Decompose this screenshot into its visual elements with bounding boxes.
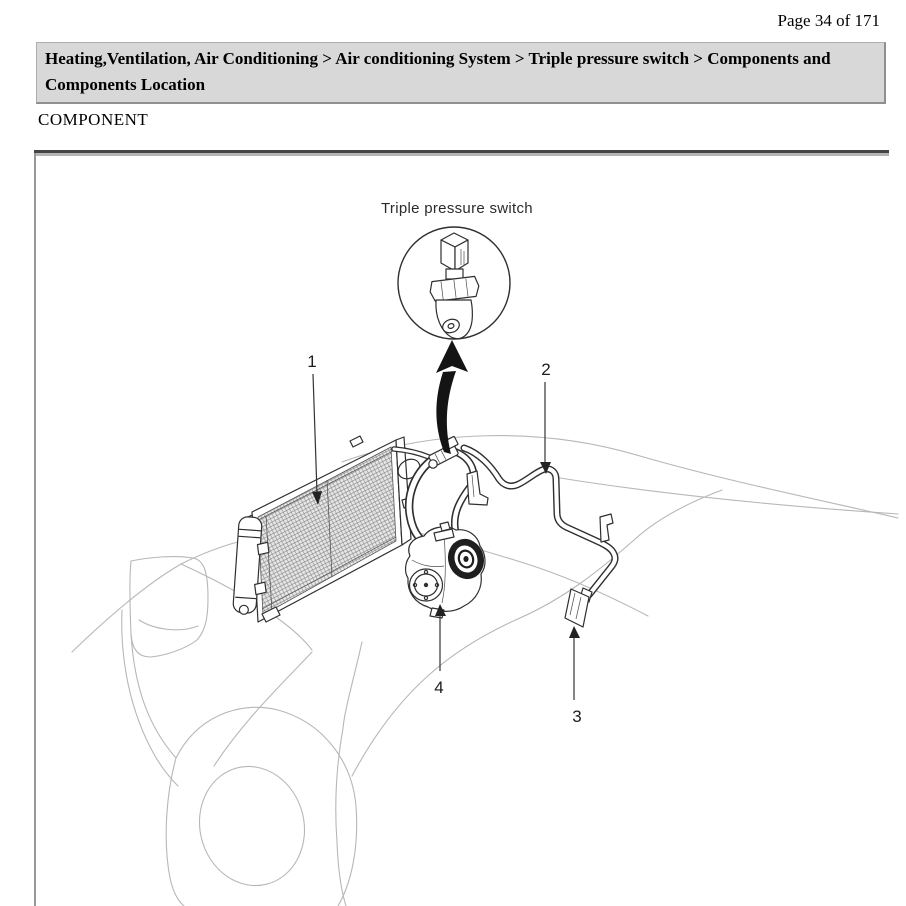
condenser-drawing: [244, 436, 412, 622]
breadcrumb-text: Heating,Ventilation, Air Conditioning > Air conditioning System > Triple pressure switch > Components and Components Location: [45, 49, 831, 94]
section-heading: COMPONENT: [38, 110, 149, 129]
suction-pipe-drawing: [464, 448, 615, 627]
part-label-3: [569, 626, 582, 726]
compressor-front-face: [410, 569, 443, 601]
pipe-clamp: [467, 471, 488, 505]
condenser-core: [258, 447, 396, 615]
pipe-bracket: [600, 514, 613, 542]
part-number-4: 4: [434, 678, 444, 697]
part-label-4: [434, 604, 446, 697]
tire: [187, 755, 317, 897]
part-number-3: 3: [572, 707, 582, 726]
car-body-outline: [72, 436, 898, 906]
callout-label: Triple pressure switch: [381, 200, 533, 217]
wheel-arch: [176, 707, 357, 906]
pipe-joint-drawing: [565, 588, 592, 627]
switch-callout: [381, 200, 533, 339]
part-number-1: 1: [307, 352, 317, 371]
page-indicator: Page 34 of 171: [777, 11, 880, 30]
part-number-2: 2: [541, 360, 551, 379]
part-label-2: [540, 360, 551, 474]
